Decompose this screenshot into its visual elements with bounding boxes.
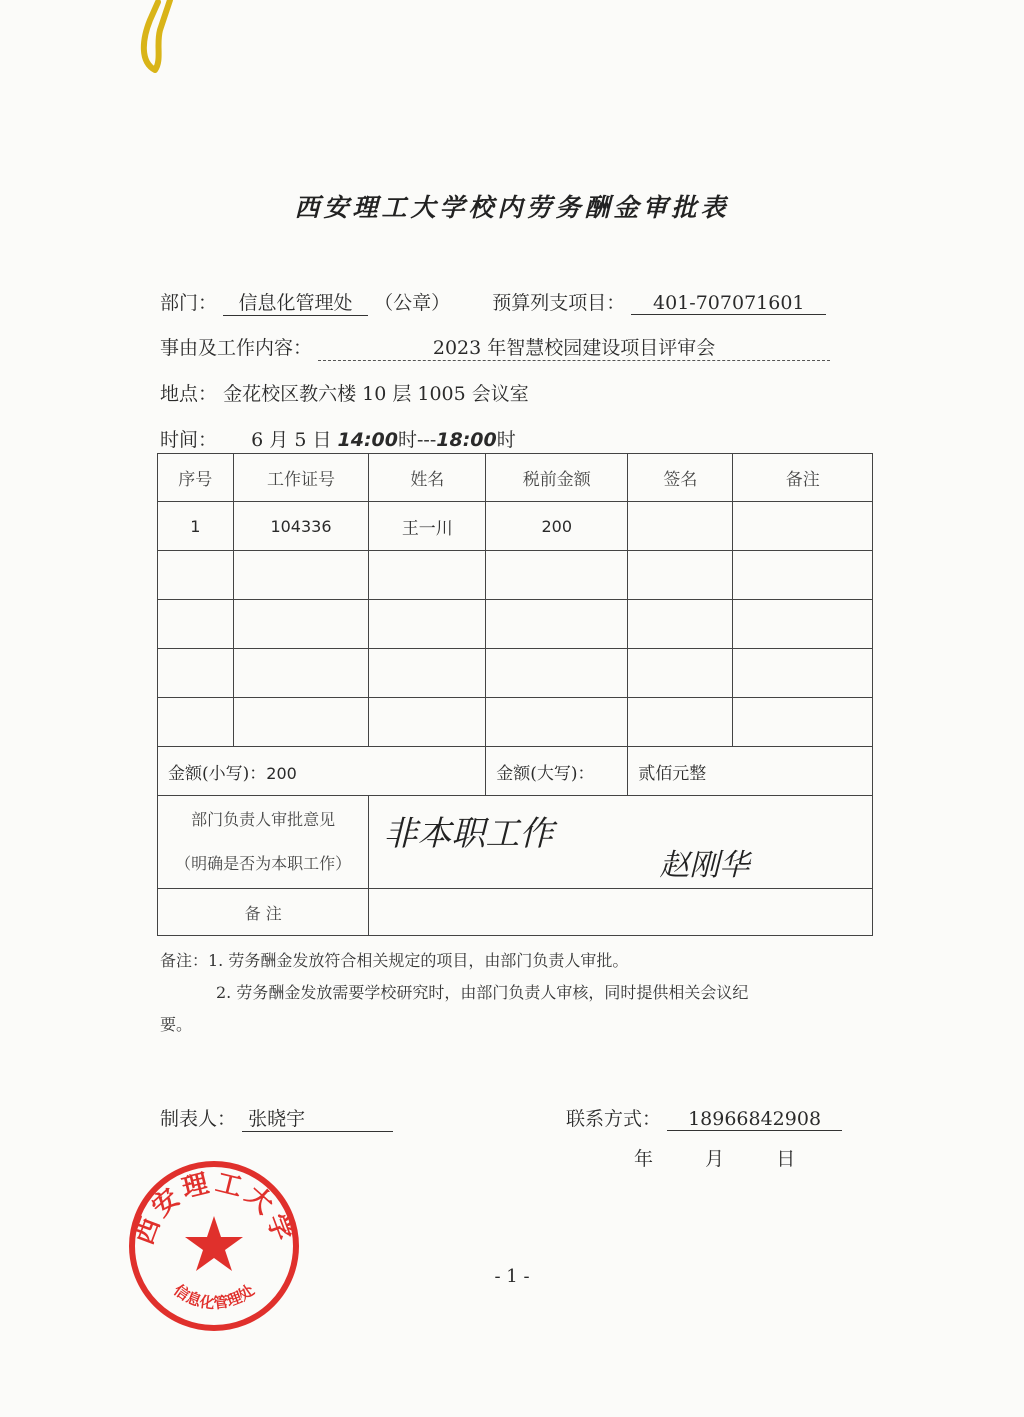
- table-row: [158, 649, 873, 698]
- remark-value: [369, 889, 873, 936]
- remark-row: [158, 889, 873, 936]
- note-line-3: 要。: [160, 1015, 193, 1034]
- col-header-signature: 签名: [628, 454, 733, 502]
- reason-label: 事由及工作内容：: [160, 337, 313, 359]
- amount-big-value: 贰佰元整: [628, 747, 873, 796]
- cell-no: [158, 551, 234, 600]
- cell-name: [369, 551, 486, 600]
- col-header-id: 工作证号: [233, 454, 369, 502]
- budget-label: 预算列支项目：: [492, 292, 626, 314]
- table-row: [158, 551, 873, 600]
- table-header-row: [158, 454, 873, 502]
- time-end-unit: 时: [496, 429, 516, 451]
- place-value: 金花校区教六楼 10 层 1005 会议室: [223, 383, 529, 405]
- cell-name: 王一川: [369, 502, 486, 551]
- reason-value: 2023 年智慧校园建设项目评审会: [318, 333, 830, 361]
- table-row: [158, 698, 873, 747]
- cell-amount: 200: [486, 502, 628, 551]
- approval-label-1: 部门负责人审批意见: [191, 810, 336, 829]
- cell-amount: [486, 551, 628, 600]
- date-year: 年: [634, 1148, 654, 1170]
- maker-line: [160, 1104, 393, 1132]
- place-line: [160, 379, 529, 406]
- cell-remark: [733, 551, 873, 600]
- time-sep: 时---: [398, 429, 437, 451]
- time-day-unit: 日: [312, 429, 332, 451]
- reason-line: [160, 333, 830, 361]
- contact-value: 18966842908: [667, 1108, 842, 1131]
- cell-no: [158, 600, 234, 649]
- time-label: 时间：: [160, 429, 218, 451]
- cell-remark: [733, 502, 873, 551]
- approval-text: 非本职工作: [383, 814, 554, 854]
- col-header-name: 姓名: [369, 454, 486, 502]
- svg-text:西安理工大学: 西安理工大学: [129, 1167, 299, 1249]
- cell-id: [233, 649, 369, 698]
- approval-opinion-cell: [369, 796, 873, 889]
- cell-no: 1: [158, 502, 234, 551]
- place-label: 地点：: [160, 383, 218, 405]
- approval-label-2: （明确是否为本职工作）: [175, 854, 352, 873]
- budget-value: 401-707071601: [631, 292, 826, 315]
- time-end: 18:00: [436, 429, 497, 451]
- amount-row: [158, 747, 873, 796]
- cell-remark: [733, 649, 873, 698]
- col-header-no: 序号: [158, 454, 234, 502]
- contact-label: 联系方式：: [566, 1108, 662, 1130]
- maker-label: 制表人：: [160, 1108, 237, 1130]
- time-day: 5: [294, 429, 307, 451]
- date-day: 日: [776, 1148, 796, 1170]
- cell-id: 104336: [233, 502, 369, 551]
- notes: [160, 945, 860, 1041]
- cell-id: [233, 698, 369, 747]
- cell-name: [369, 649, 486, 698]
- amount-big-label: 金额(大写)：: [486, 747, 628, 796]
- time-line: [160, 425, 516, 452]
- col-header-amount: 税前金额: [486, 454, 628, 502]
- dept-label: 部门：: [160, 292, 218, 314]
- cell-id: [233, 600, 369, 649]
- cell-remark: [733, 600, 873, 649]
- cell-no: [158, 698, 234, 747]
- cell-name: [369, 698, 486, 747]
- note-line-1: 备注：1. 劳务酬金发放符合相关规定的项目，由部门负责人审批。: [160, 951, 629, 970]
- note-line-2: 2. 劳务酬金发放需要学校研究时，由部门负责人审核，同时提供相关会议纪: [216, 983, 749, 1002]
- page-number: - 1 -: [494, 1266, 530, 1287]
- cell-amount: [486, 600, 628, 649]
- contact-line: [566, 1104, 842, 1131]
- svg-text:信息化管理处: 信息化管理处: [170, 1280, 258, 1313]
- cell-no: [158, 649, 234, 698]
- col-header-remark: 备注: [733, 454, 873, 502]
- cell-signature: [628, 600, 733, 649]
- approval-signature: 赵刚华: [659, 848, 750, 883]
- official-seal-icon: [126, 1158, 302, 1334]
- cell-name: [369, 600, 486, 649]
- date-line: [634, 1144, 795, 1171]
- remark-label: 备 注: [158, 889, 369, 936]
- cell-remark: [733, 698, 873, 747]
- cell-id: [233, 551, 369, 600]
- cell-signature: [628, 502, 733, 551]
- dept-value: 信息化管理处: [223, 288, 368, 316]
- time-month-unit: 月: [269, 429, 289, 451]
- time-month: 6: [251, 429, 264, 451]
- seal-note: （公章）: [374, 292, 451, 314]
- page-title: 西安理工大学校内劳务酬金审批表: [294, 193, 730, 222]
- maker-value: 张晓宇: [242, 1104, 393, 1132]
- cell-signature: [628, 551, 733, 600]
- cell-signature: [628, 698, 733, 747]
- table-row: [158, 502, 873, 551]
- table-row: [158, 600, 873, 649]
- approval-row: [158, 796, 873, 889]
- cell-amount: [486, 698, 628, 747]
- paperclip-icon: [130, 0, 200, 80]
- date-month: 月: [705, 1148, 725, 1170]
- payment-table: [157, 453, 873, 936]
- cell-signature: [628, 649, 733, 698]
- time-start: 14:00: [337, 429, 398, 451]
- approval-label: [158, 796, 369, 889]
- amount-small-value: 200: [266, 763, 297, 783]
- amount-small-cell: [158, 747, 486, 796]
- cell-amount: [486, 649, 628, 698]
- amount-small-label: 金额(小写)：: [168, 763, 267, 784]
- dept-line: [160, 288, 826, 316]
